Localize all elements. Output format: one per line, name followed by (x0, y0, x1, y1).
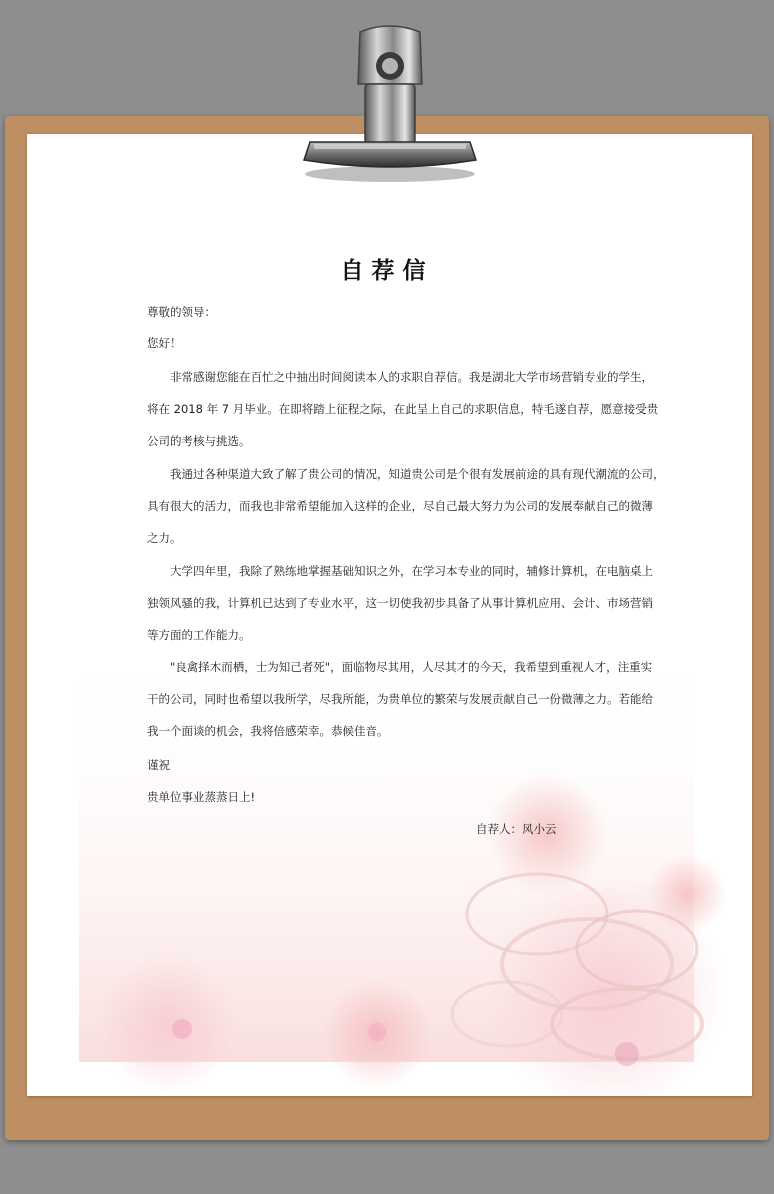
paragraph-4-line-1: "良禽择木而栖，士为知己者死"，面临物尽其用，人尽其才的今天，我希望到重视人才，注重实 (170, 660, 653, 674)
salutation: 尊敬的领导： (147, 305, 216, 319)
paragraph-2-line-2: 具有很大的活力，而我也非常希望能加入这样的企业，尽自己最大努力为公司的发展奉献自己的微薄 (147, 499, 653, 513)
closing-line-2: 贵单位事业蒸蒸日上! (147, 790, 256, 804)
paragraph-4-line-3: 我一个面谈的机会，我将倍感荣幸。恭候佳音。 (147, 724, 389, 738)
paragraph-3-line-3: 等方面的工作能力。 (147, 628, 251, 642)
binder-clip-icon (290, 24, 490, 184)
paragraph-1-line-3: 公司的考核与挑选。 (147, 434, 251, 448)
signature: 自荐人：风小云 (476, 822, 557, 836)
paragraph-2-line-3: 之力。 (147, 531, 182, 545)
closing-line-1: 谨祝 (147, 758, 170, 772)
paragraph-1-line-1: 非常感谢您能在百忙之中抽出时间阅读本人的求职自荐信。我是湖北大学市场营销专业的学生， (170, 370, 653, 384)
letter-title: 自荐信 (340, 258, 434, 284)
greeting: 您好！ (147, 336, 182, 350)
paragraph-2-line-1: 我通过各种渠道大致了解了贵公司的情况，知道贵公司是个很有发展前途的具有现代潮流的公司， (170, 467, 665, 481)
paragraph-4-line-2: 干的公司，同时也希望以我所学，尽我所能，为贵单位的繁荣与发展贡献自己一份微薄之力。若能给 (147, 692, 653, 706)
paragraph-3-line-2: 独领风骚的我，计算机已达到了专业水平，这一切使我初步具备了从事计算机应用、会计、市场营销 (147, 596, 653, 610)
paragraph-3-line-1: 大学四年里，我除了熟练地掌握基础知识之外，在学习本专业的同时，辅修计算机，在电脑桌上 (170, 564, 653, 578)
paragraph-1-line-2: 将在 2018 年 7 月毕业。在即将踏上征程之际，在此呈上自己的求职信息，特毛遂自荐，愿意接受贵 (147, 402, 659, 416)
